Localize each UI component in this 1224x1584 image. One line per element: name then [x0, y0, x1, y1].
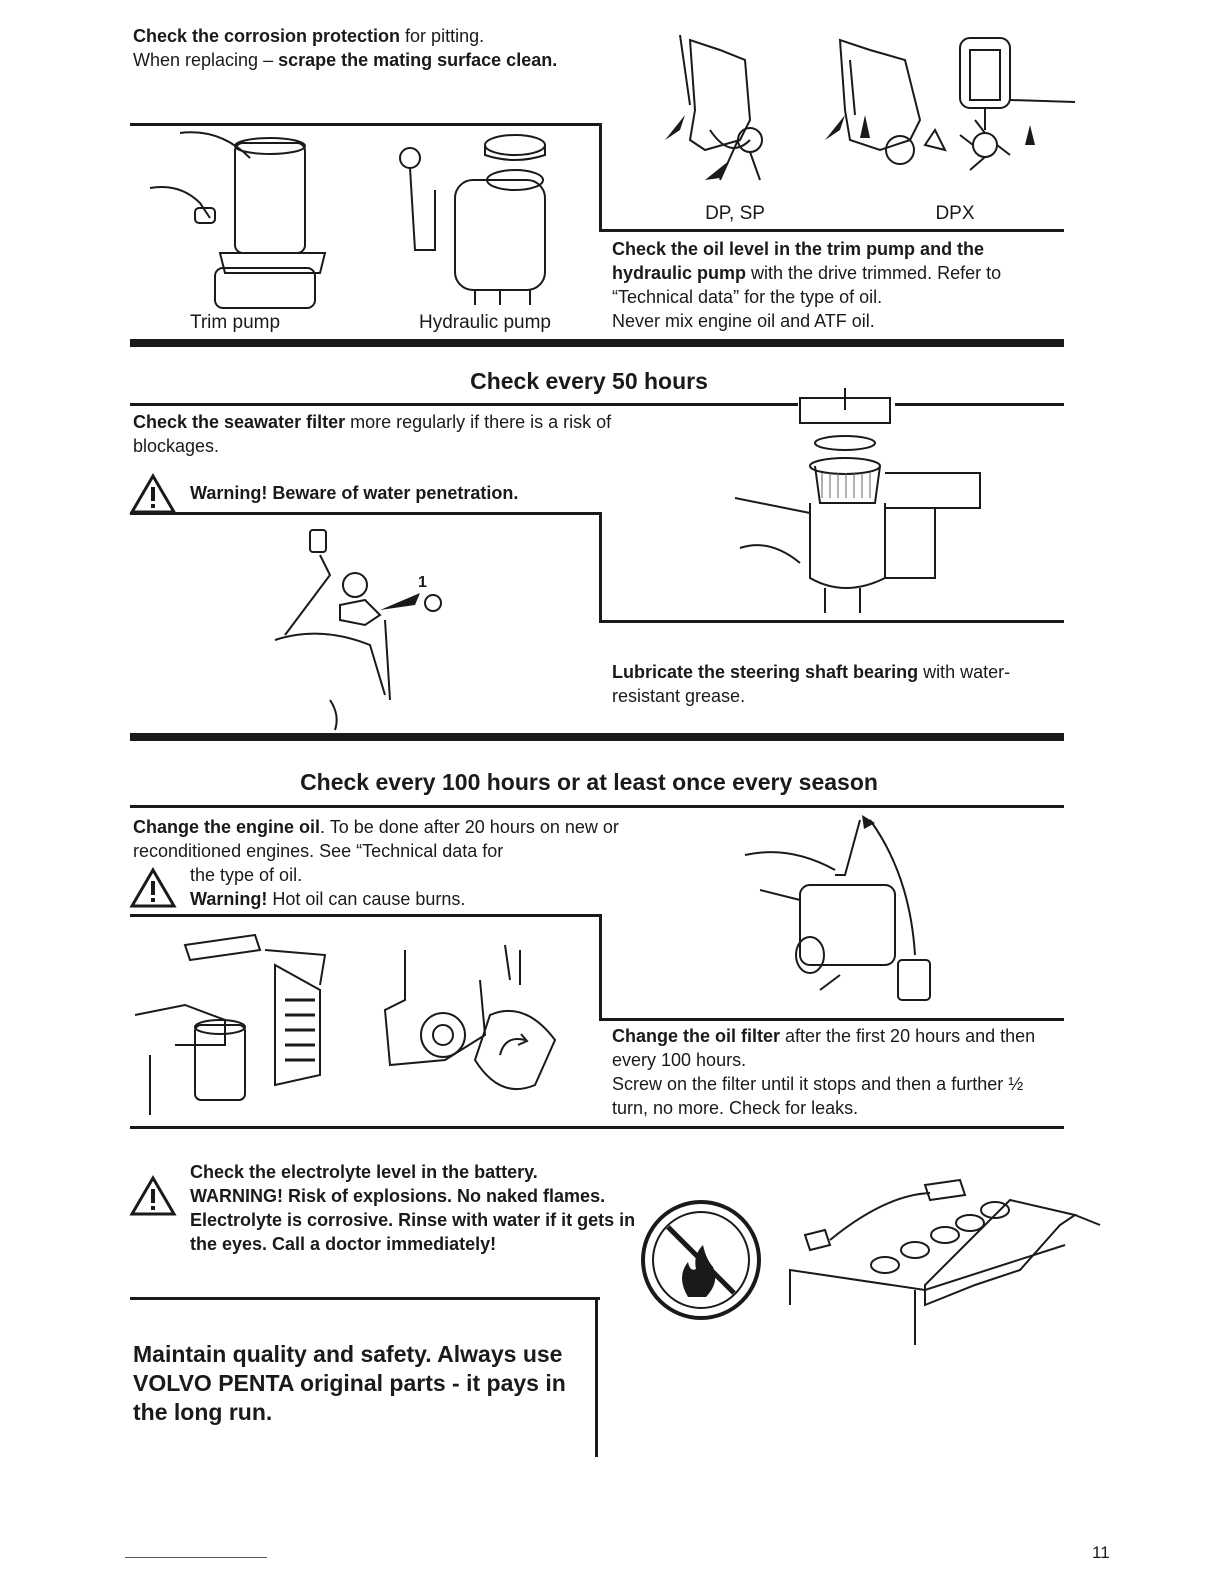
no-open-flames-icon: [638, 1197, 764, 1323]
section-separator-2: [130, 733, 1064, 741]
heading-100-hours: Check every 100 hours or at least once every season: [300, 769, 878, 795]
lubricate-instruction: [612, 660, 1062, 708]
battery-warning: [190, 1160, 640, 1256]
steering-box-top: [130, 512, 602, 515]
battery-rule: [130, 1126, 1064, 1129]
trim-pump-caption: Trim pump: [189, 312, 281, 333]
callout-number: 1: [418, 574, 427, 591]
section50-rule-left: [130, 403, 798, 406]
oil-filter-box-right: [599, 914, 602, 1020]
hot-oil-warning: [190, 887, 610, 911]
engine-oil-text2: the type of oil.: [190, 865, 303, 885]
hydraulic-pump-caption: Hydraulic pump: [419, 312, 551, 333]
slogan-box-top: [130, 1297, 600, 1300]
warning-triangle-icon: [130, 474, 176, 514]
screw-on-filter-illustration: [375, 940, 575, 1100]
hot-oil-warning-text: Hot oil can cause burns.: [267, 889, 466, 909]
seawater-bold: Check the seawater filter: [133, 412, 346, 432]
hot-oil-warning-bold: Warning!: [190, 889, 268, 909]
engine-oil-instruction: [133, 815, 623, 863]
engine-oil-filter-illustration: [125, 925, 345, 1120]
pumps-box-right: [599, 123, 602, 231]
drive-anodes-illustration: [650, 30, 1090, 200]
warning-triangle-icon: [130, 868, 176, 908]
section-separator-1: [130, 339, 1064, 347]
corrosion-bold2: scrape the mating surface clean.: [278, 50, 558, 70]
footer-underline: [125, 1557, 267, 1558]
drive-caption-dpsp: DP, SP: [705, 203, 765, 224]
corrosion-instruction: [133, 24, 613, 72]
battery-line1: Check the electrolyte level in the battery.: [190, 1162, 538, 1182]
hydraulic-pump-illustration: [390, 130, 560, 310]
heading-50-hours: Check every 50 hours: [470, 368, 708, 394]
battery-illustration: [785, 1175, 1105, 1350]
water-warning: Warning! Beware of water penetration.: [190, 483, 519, 503]
oil-level-text2: Never mix engine oil and ATF oil.: [612, 311, 875, 331]
oil-filter-instruction: [612, 1024, 1062, 1120]
battery-line2: WARNING! Risk of explosions. No naked flames. Electrolyte is corrosive. Rinse with water if it gets in the eyes. Call a doctor immediately!: [190, 1186, 636, 1254]
page-number: 11: [1092, 1543, 1110, 1562]
oil-drain-pump-illustration: [740, 815, 940, 1005]
oil-level-instruction: [612, 237, 1062, 333]
slogan-box-right: [595, 1297, 598, 1457]
pumps-box-top: [130, 123, 602, 126]
oil-pump-box-bottom: [599, 1018, 1064, 1021]
footer-slogan: Maintain quality and safety. Always use VOLVO PENTA original parts - it pays in the long run.: [133, 1341, 566, 1425]
section100-rule: [130, 805, 1064, 808]
seawater-filter-illustration: [730, 388, 990, 618]
drive-caption-dpx: DPX: [935, 203, 975, 224]
trim-pump-illustration: [140, 128, 340, 313]
engine-oil-bold: Change the engine oil: [133, 817, 321, 837]
corrosion-text: for pitting.: [400, 26, 485, 46]
oil-filter-text: after the first 20 hours and then every 100 hours.: [612, 1026, 1036, 1070]
warning-triangle-icon: [130, 1176, 176, 1216]
oil-level-bold: Check the oil level in the trim pump and the hydraulic pump: [612, 239, 985, 283]
lubricate-bold: Lubricate the steering shaft bearing: [612, 662, 919, 682]
oil-filter-text2: Screw on the filter until it stops and then a further ½ turn, no more. Check for leaks.: [612, 1074, 1024, 1118]
filter-box-bottom: [599, 620, 1064, 623]
drives-box-bottom: [599, 229, 1064, 232]
oil-level-text: with the drive trimmed. Refer to “Technical data” for the type of oil.: [612, 263, 1002, 307]
seawater-filter-instruction: [133, 410, 653, 458]
seawater-text: more regularly if there is a risk of blockages.: [133, 412, 612, 456]
oil-filter-box-top: [130, 914, 602, 917]
oil-filter-bold: Change the oil filter: [612, 1026, 781, 1046]
steering-box-right: [599, 512, 602, 622]
corrosion-text2: When replacing –: [133, 50, 279, 70]
corrosion-bold: Check the corrosion protection: [133, 26, 401, 46]
steering-shaft-illustration: [270, 525, 470, 735]
lubricate-text: with water-resistant grease.: [612, 662, 1011, 706]
engine-oil-text: . To be done after 20 hours on new or reconditioned engines. See “Technical data for: [133, 817, 619, 861]
